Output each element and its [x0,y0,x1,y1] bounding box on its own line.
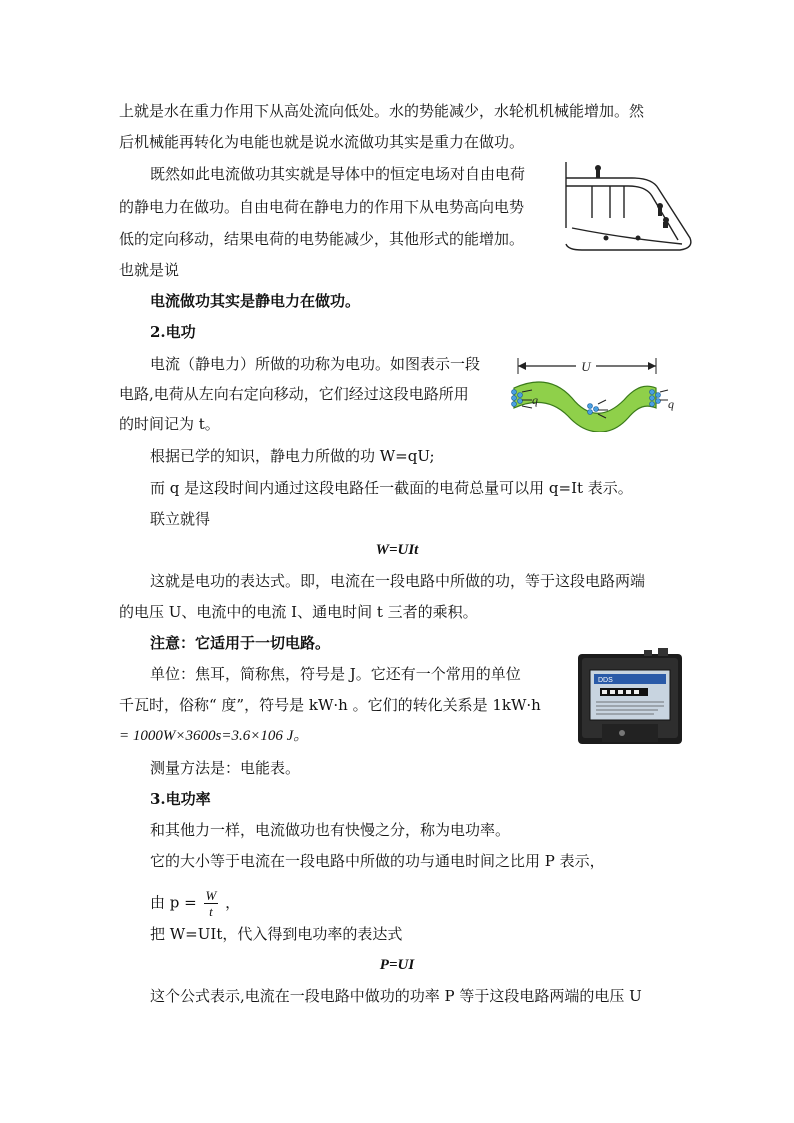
text-line: 上就是水在重力作用下从高处流向低处。水的势能减少，水轮机机械能增加。然 [119,102,645,120]
text-line: 把 W=UIt，代入得到电功率的表达式 [150,925,403,943]
text-line: 这个公式表示,电流在一段电路中做功的功率 P 等于这段电路两端的电压 U [150,987,642,1005]
text-line: 电路,电荷从左向右定向移动，它们经过这段电路所用 [119,385,469,403]
meter-label: DDS [598,677,613,684]
fraction-denominator: t [209,904,213,919]
section-heading: 2.电功 [150,323,196,341]
text-line: 根据已学的知识，静电力所做的功 W=qU; [150,447,435,465]
formula-electric-work: W=UIt [375,542,419,558]
text-line: 既然如此电流做功其实就是导体中的恒定电场对自由电荷 [150,165,526,183]
text-line: 后机械能再转化为电能也就是说水流做功其实是重力在做功。 [119,133,525,151]
text-line: 电流（静电力）所做的功称为电功。如图表示一段 [150,355,481,373]
text-line: 这就是电功的表达式。即，电流在一段电路中所做的功，等于这段电路两端 [150,572,646,590]
text-line: 的时间记为 t。 [119,415,220,433]
charge-label-right: q [668,397,674,411]
text-line: 和其他力一样，电流做功也有快慢之分，称为电功率。 [150,821,511,839]
fraction-numerator: W [205,888,217,903]
fraction-suffix: ， [225,893,241,912]
text-line: 千瓦时，俗称“ 度”，符号是 kW·h 。它们的转化关系是 1kW·h [119,696,541,714]
charge-label-left: q [532,393,538,407]
circuit-segment-figure [506,352,682,432]
text-line: 它的大小等于电流在一段电路中所做的功与通电时间之比用 P 表示， [150,852,605,870]
water-slide-illustration [562,158,698,258]
formula-electric-power: P=UI [379,957,415,973]
note-text: 注意：它适用于一切电路。 [150,634,331,652]
text-line: 而 q 是这段时间内通过这段电路任一截面的电荷总量可以用 q=It 表示。 [150,479,633,497]
text-line: 单位：焦耳，简称焦，符号是 J。它还有一个常用的单位 [150,665,521,683]
text-line: = 1000W×3600s=3.6×106 J。 [119,728,309,744]
voltage-label: U [581,359,591,374]
text-line: 的静电力在做功。自由电荷在静电力的作用下从电势高向电势 [119,198,525,216]
text-line: 也就是说 [119,261,180,279]
text-line: 低的定向移动，结果电荷的电势能减少，其他形式的能增加。 [119,230,525,248]
text-line: 测量方法是：电能表。 [150,759,301,777]
text-line: 联立就得 [150,510,211,528]
formula-power-fraction [150,888,240,919]
electric-meter-image [574,648,686,752]
conclusion-text: 电流做功其实是静电力在做功。 [150,292,361,310]
text-line: 的电压 U、电流中的电流 I、通电时间 t 三者的乘积。 [119,603,478,621]
fraction-prefix: 由 p = [150,893,197,912]
section-heading: 3.电功率 [150,790,211,808]
fraction [204,888,219,919]
